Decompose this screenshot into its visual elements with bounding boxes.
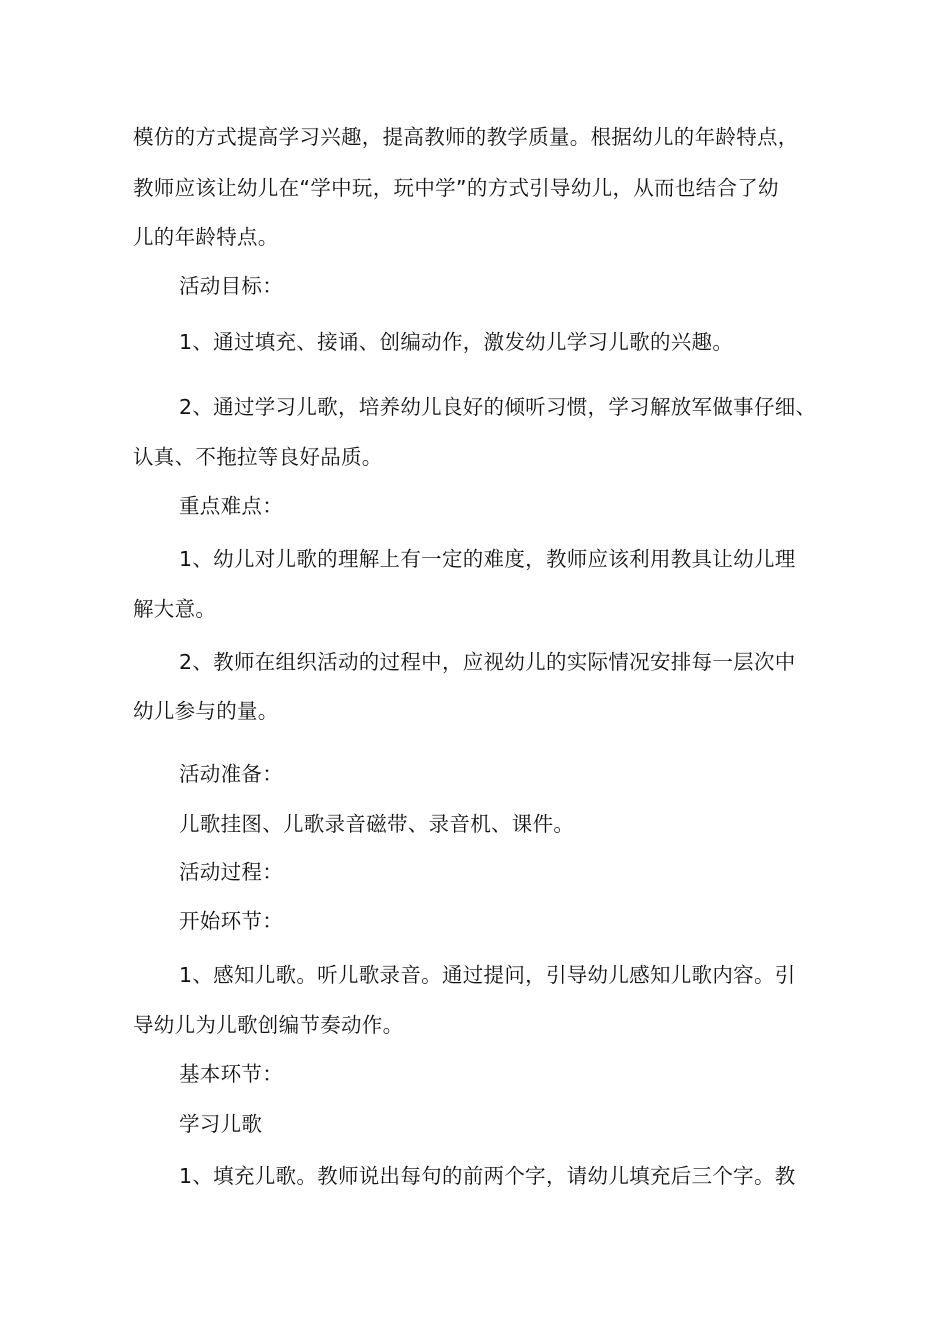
section-heading: 活动目标：: [179, 274, 283, 298]
section-heading: 活动过程：: [179, 860, 283, 884]
paragraph-line: 教师应该让幼儿在“学中玩，玩中学”的方式引导幼儿，从而也结合了幼: [133, 176, 779, 200]
paragraph-line: 儿的年龄特点。: [133, 225, 279, 249]
paragraph-line: 解大意。: [133, 597, 217, 621]
list-item: 1、幼儿对儿歌的理解上有一定的难度，教师应该利用教具让幼儿理: [179, 547, 796, 571]
paragraph-line: 模仿的方式提高学习兴趣，提高教师的教学质量。根据幼儿的年龄特点，: [133, 125, 799, 149]
paragraph-line: 儿歌挂图、儿歌录音磁带、录音机、课件。: [179, 812, 575, 836]
section-heading: 重点难点：: [179, 494, 283, 518]
list-item: 1、感知儿歌。听儿歌录音。通过提问，引导幼儿感知儿歌内容。引: [179, 963, 796, 987]
list-item: 2、教师在组织活动的过程中，应视幼儿的实际情况安排每一层次中: [179, 650, 796, 674]
paragraph-line: 导幼儿为儿歌创编节奏动作。: [133, 1013, 404, 1037]
section-heading: 活动准备：: [179, 762, 283, 786]
list-item: 1、通过填充、接诵、创编动作，激发幼儿学习儿歌的兴趣。: [179, 330, 734, 354]
section-heading: 开始环节：: [179, 909, 283, 933]
subsection-heading: 学习儿歌: [179, 1112, 263, 1136]
paragraph-line: 幼儿参与的量。: [133, 699, 279, 723]
list-item: 2、通过学习儿歌，培养幼儿良好的倾听习惯，学习解放军做事仔细、: [179, 395, 817, 419]
list-item: 1、填充儿歌。教师说出每句的前两个字，请幼儿填充后三个字。教: [179, 1164, 796, 1188]
section-heading: 基本环节：: [179, 1062, 283, 1086]
paragraph-line: 认真、不拖拉等良好品质。: [133, 445, 383, 469]
